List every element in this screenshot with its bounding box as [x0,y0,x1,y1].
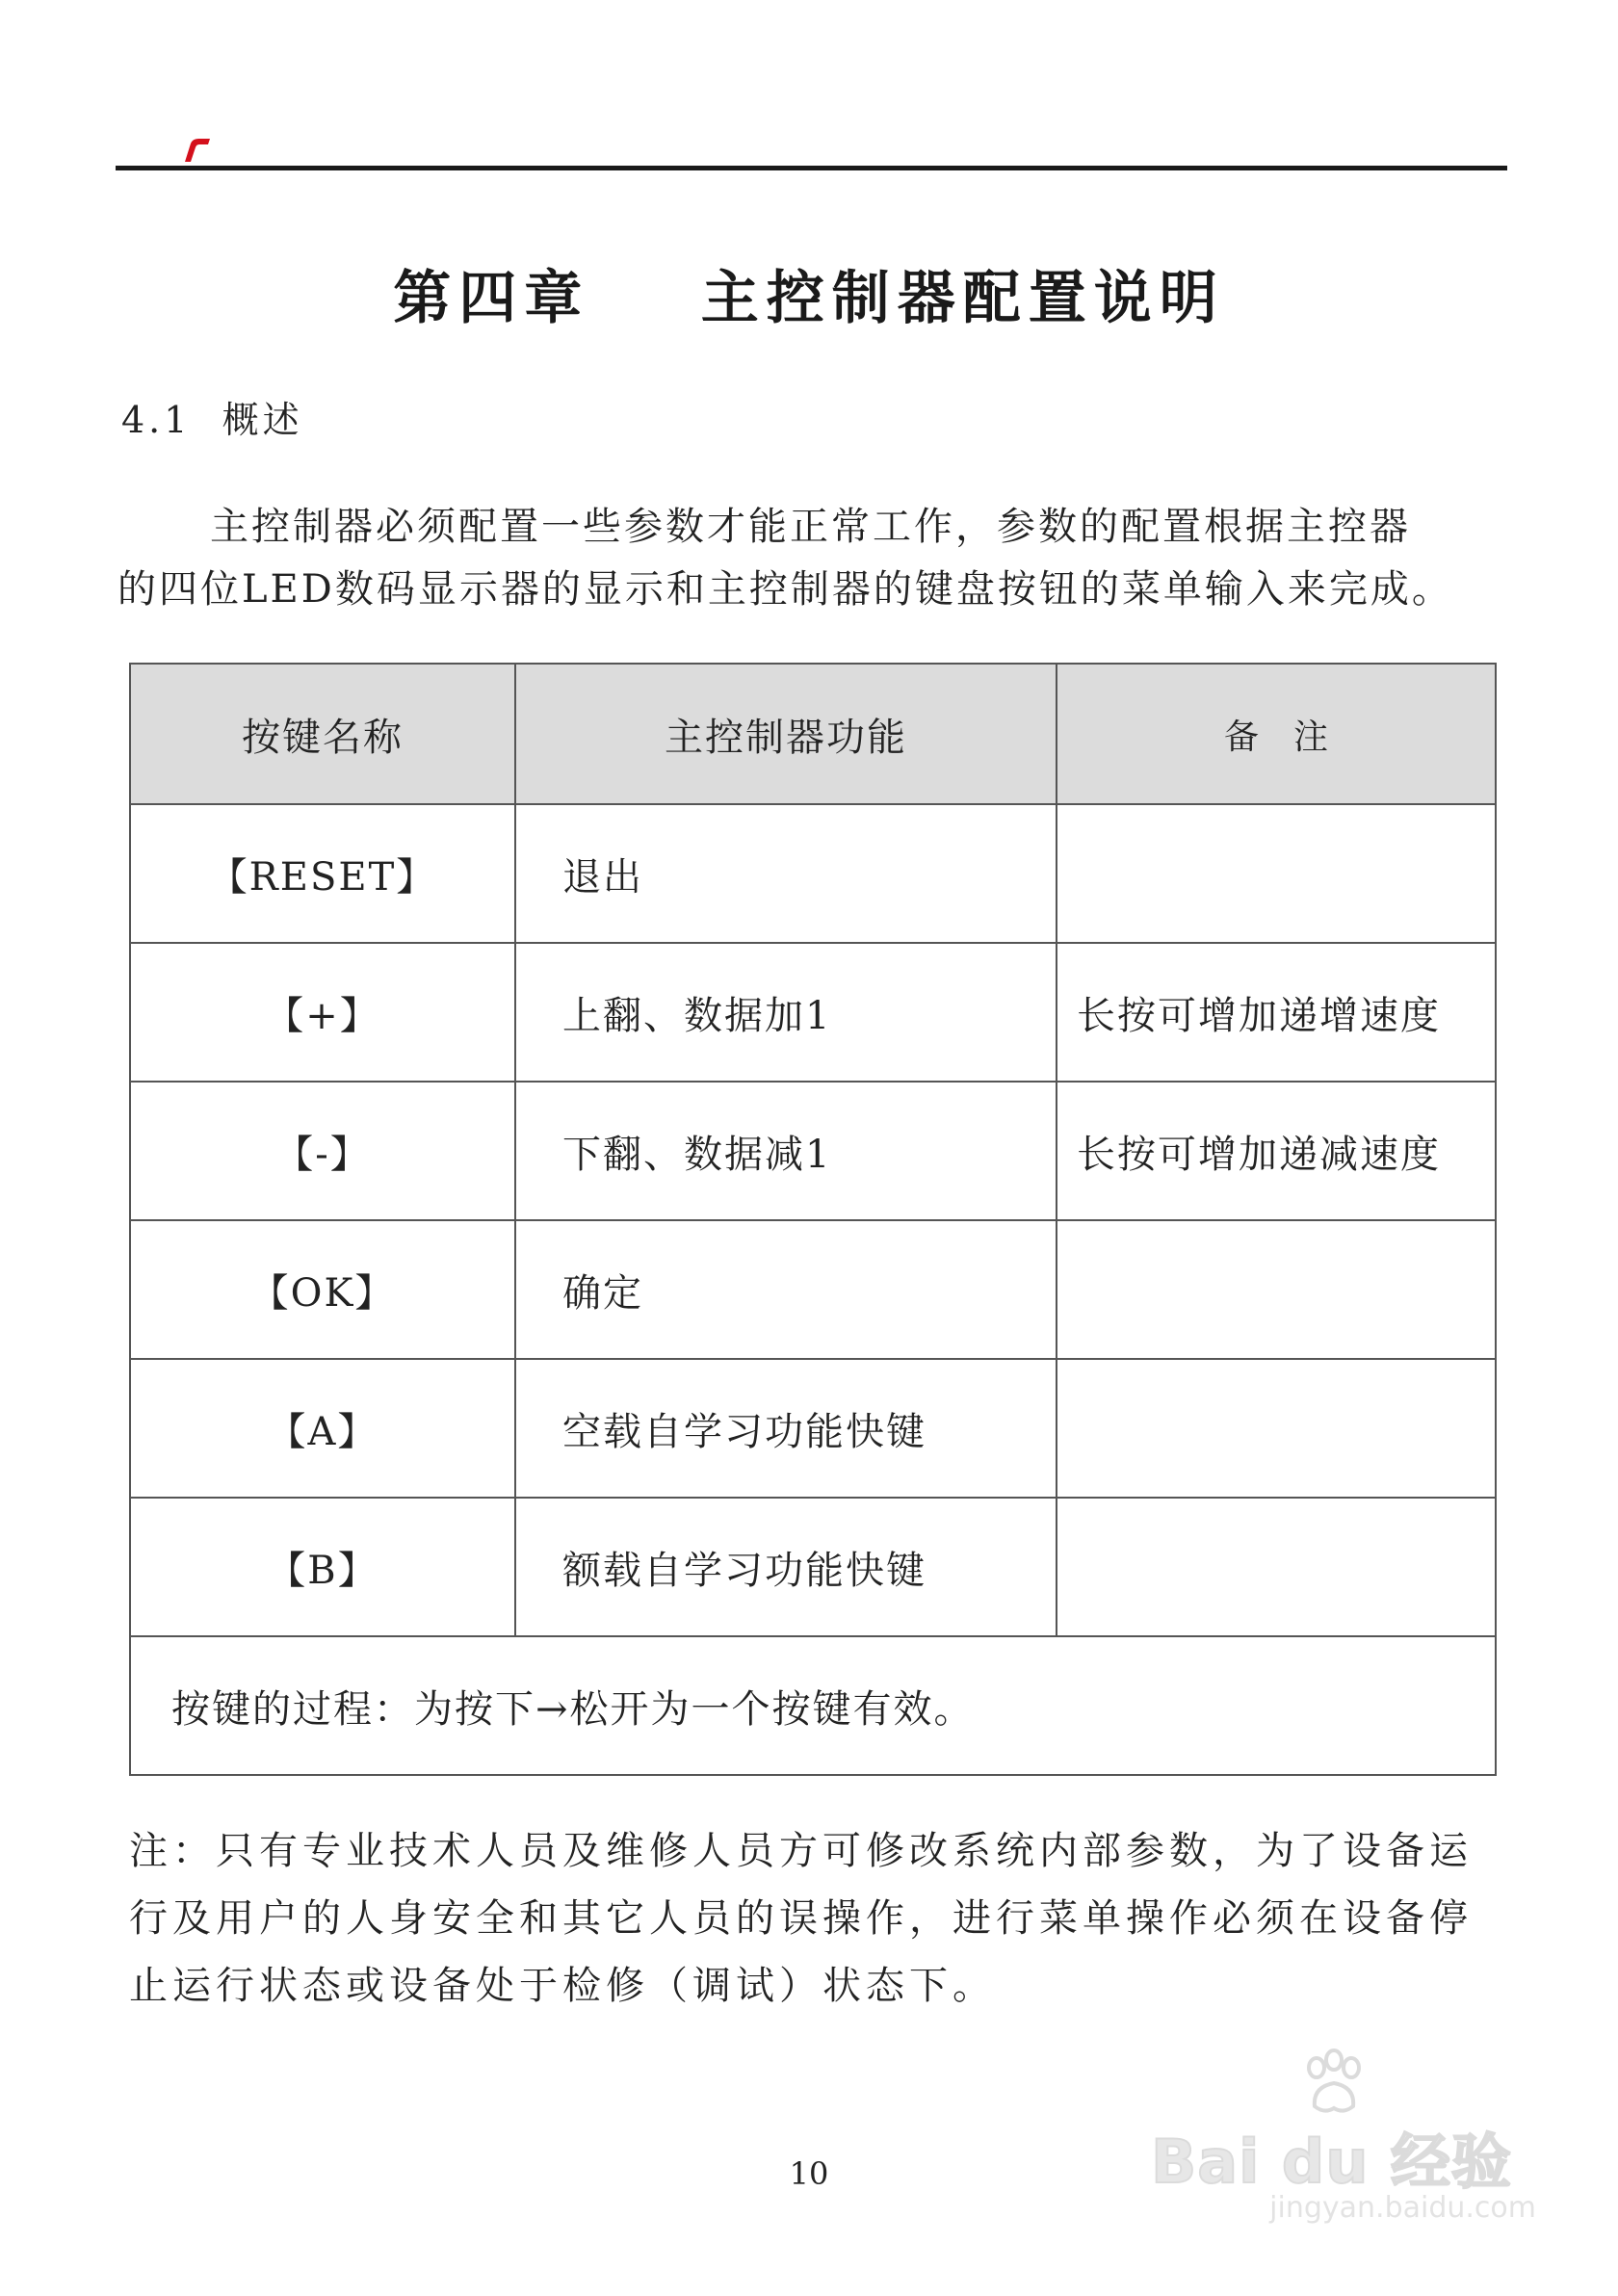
key-cell: 【-】 [130,1082,515,1220]
table-row [130,804,1496,943]
section-number: 4.1 [121,399,192,441]
key-process-note: 按键的过程：为按下→松开为一个按键有效。 [130,1636,1496,1775]
table-header-row [130,664,1496,804]
watermark-logo-text: Bai du 经验 [1151,2126,1513,2197]
function-cell: 上翻、数据加1 [515,943,1057,1082]
table-row [130,1082,1496,1220]
table-row [130,1498,1496,1636]
table-row [130,1220,1496,1359]
baidu-watermark [1151,2047,1536,2239]
header-function: 主控制器功能 [515,664,1057,804]
intro-line-1: 主控制器必须配置一些参数才能正常工作，参数的配置根据主控器 [210,505,1411,549]
note-cell [1057,1359,1496,1498]
table-row [130,943,1496,1082]
warning-line-1: 注：只有专业技术人员及维修人员方可修改系统内部参数，为了设备运 [129,1829,1473,1873]
key-cell: 【A】 [130,1359,515,1498]
table-row [130,1359,1496,1498]
note-cell [1057,1498,1496,1636]
function-cell: 额载自学习功能快键 [515,1498,1057,1636]
key-cell: 【RESET】 [130,804,515,943]
header-note: 备 注 [1057,664,1496,804]
note-cell [1057,804,1496,943]
page-number: 10 [789,2155,829,2192]
warning-line-3: 止运行状态或设备处于检修（调试）状态下。 [129,1964,996,2008]
header-key-name: 按键名称 [130,664,515,804]
brand-logo-mark [181,137,210,162]
paw-icon [1295,2047,1372,2124]
section-title: 概述 [222,399,303,441]
watermark-url: jingyan.baidu.com [1269,2191,1536,2225]
note-cell [1057,1220,1496,1359]
function-cell: 空载自学习功能快键 [515,1359,1057,1498]
key-function-table [129,663,1497,1776]
intro-line-2: 的四位LED数码显示器的显示和主控制器的键盘按钮的菜单输入来完成。 [117,567,1453,612]
key-cell: 【+】 [130,943,515,1082]
key-cell: 【B】 [130,1498,515,1636]
function-cell: 下翻、数据减1 [515,1082,1057,1220]
header-rule [116,166,1507,170]
function-cell: 确定 [515,1220,1057,1359]
table-footer-row [130,1636,1496,1775]
warning-line-2: 行及用户的人身安全和其它人员的误操作，进行菜单操作必须在设备停 [129,1896,1473,1941]
section-heading [121,390,303,443]
function-cell: 退出 [515,804,1057,943]
note-cell: 长按可增加递增速度 [1057,943,1496,1082]
note-cell: 长按可增加递减速度 [1057,1082,1496,1220]
chapter-title: 第四章 主控制器配置说明 [393,265,1225,332]
key-cell: 【OK】 [130,1220,515,1359]
